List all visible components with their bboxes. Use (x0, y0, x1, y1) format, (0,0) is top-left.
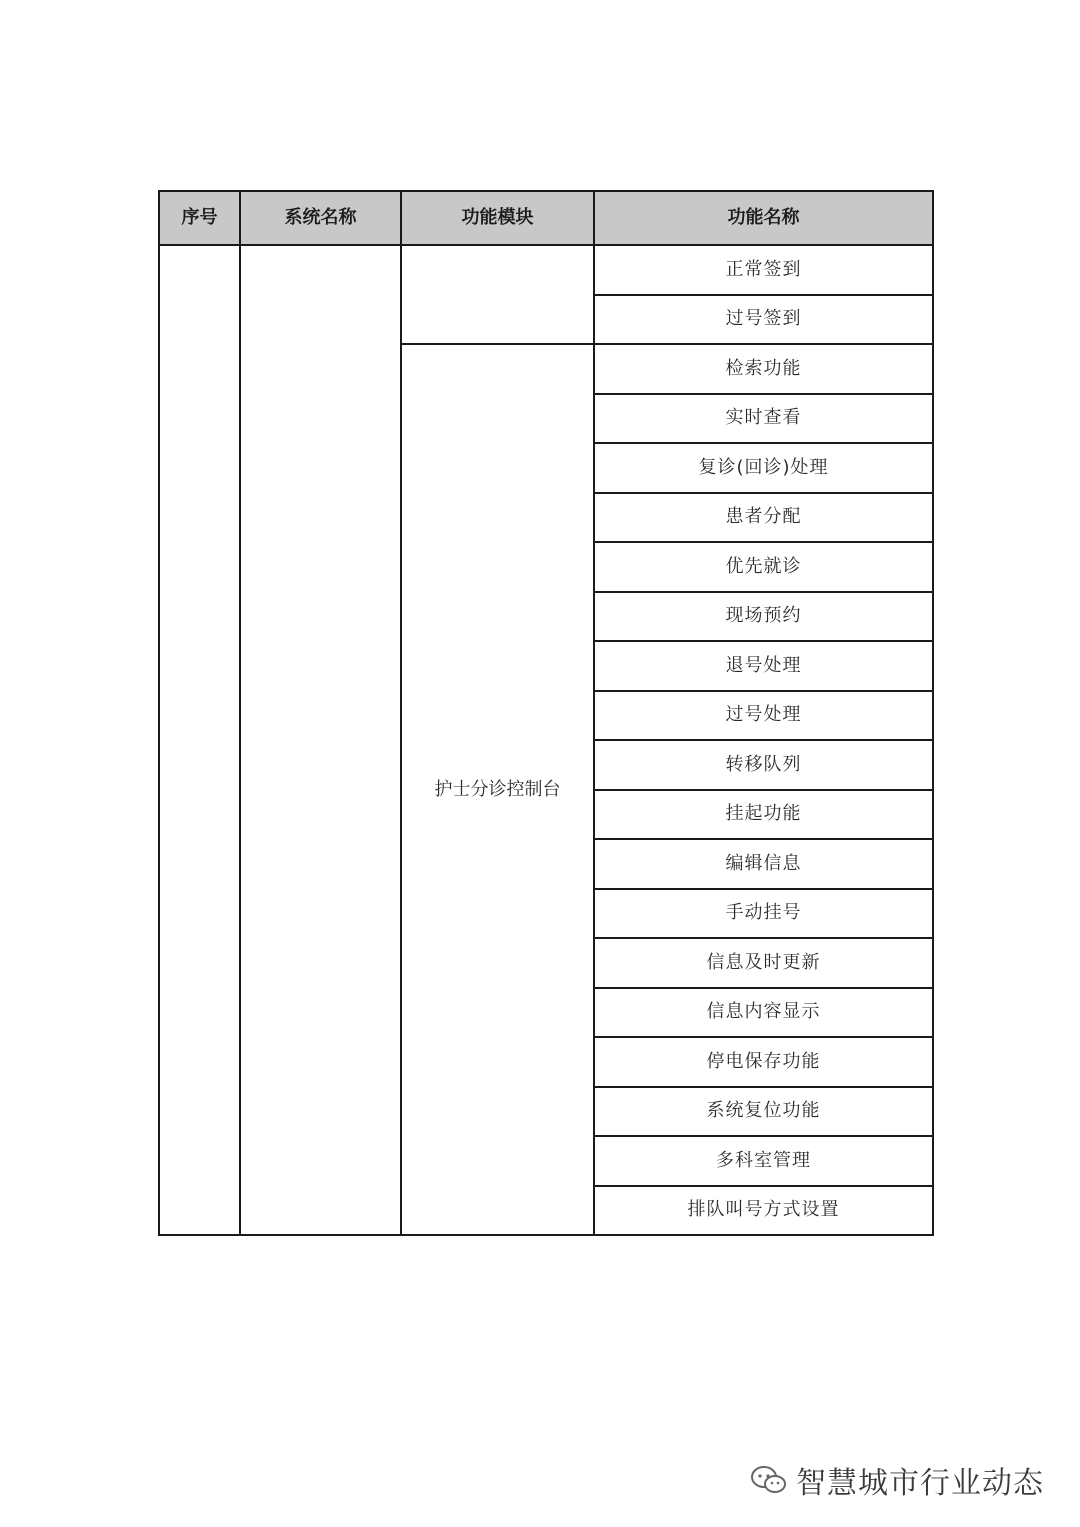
module-cell-nurse-triage: 护士分诊控制台 (401, 344, 594, 1235)
function-name-cell: 停电保存功能 (594, 1037, 933, 1087)
function-name-cell: 复诊(回诊)处理 (594, 443, 933, 493)
watermark (750, 1458, 1044, 1502)
function-name-cell: 患者分配 (594, 493, 933, 543)
row-number-cell (159, 245, 240, 1235)
function-table (158, 190, 934, 1236)
function-name-cell: 信息及时更新 (594, 938, 933, 988)
function-name-cell: 过号处理 (594, 691, 933, 741)
function-name-cell: 转移队列 (594, 740, 933, 790)
function-name-cell: 现场预约 (594, 592, 933, 642)
header-function-name: 功能名称 (594, 191, 933, 245)
function-name-cell: 正常签到 (594, 245, 933, 295)
header-no: 序号 (159, 191, 240, 245)
function-name-cell: 退号处理 (594, 641, 933, 691)
header-system-name: 系统名称 (240, 191, 401, 245)
function-name-cell: 手动挂号 (594, 889, 933, 939)
system-name-cell (240, 245, 401, 1235)
function-name-cell: 挂起功能 (594, 790, 933, 840)
table-row (159, 245, 933, 295)
table-body (159, 245, 933, 1235)
function-name-cell: 系统复位功能 (594, 1087, 933, 1137)
table-header-row (159, 191, 933, 245)
function-name-cell: 多科室管理 (594, 1136, 933, 1186)
watermark-text: 智慧城市行业动态 (796, 1466, 1044, 1501)
wechat-icon (750, 1465, 788, 1495)
header-module: 功能模块 (401, 191, 594, 245)
function-name-cell: 过号签到 (594, 295, 933, 345)
function-name-cell: 排队叫号方式设置 (594, 1186, 933, 1236)
function-name-cell: 编辑信息 (594, 839, 933, 889)
function-name-cell: 实时查看 (594, 394, 933, 444)
function-name-cell: 检索功能 (594, 344, 933, 394)
function-name-cell: 信息内容显示 (594, 988, 933, 1038)
function-name-cell: 优先就诊 (594, 542, 933, 592)
module-cell (401, 245, 594, 344)
